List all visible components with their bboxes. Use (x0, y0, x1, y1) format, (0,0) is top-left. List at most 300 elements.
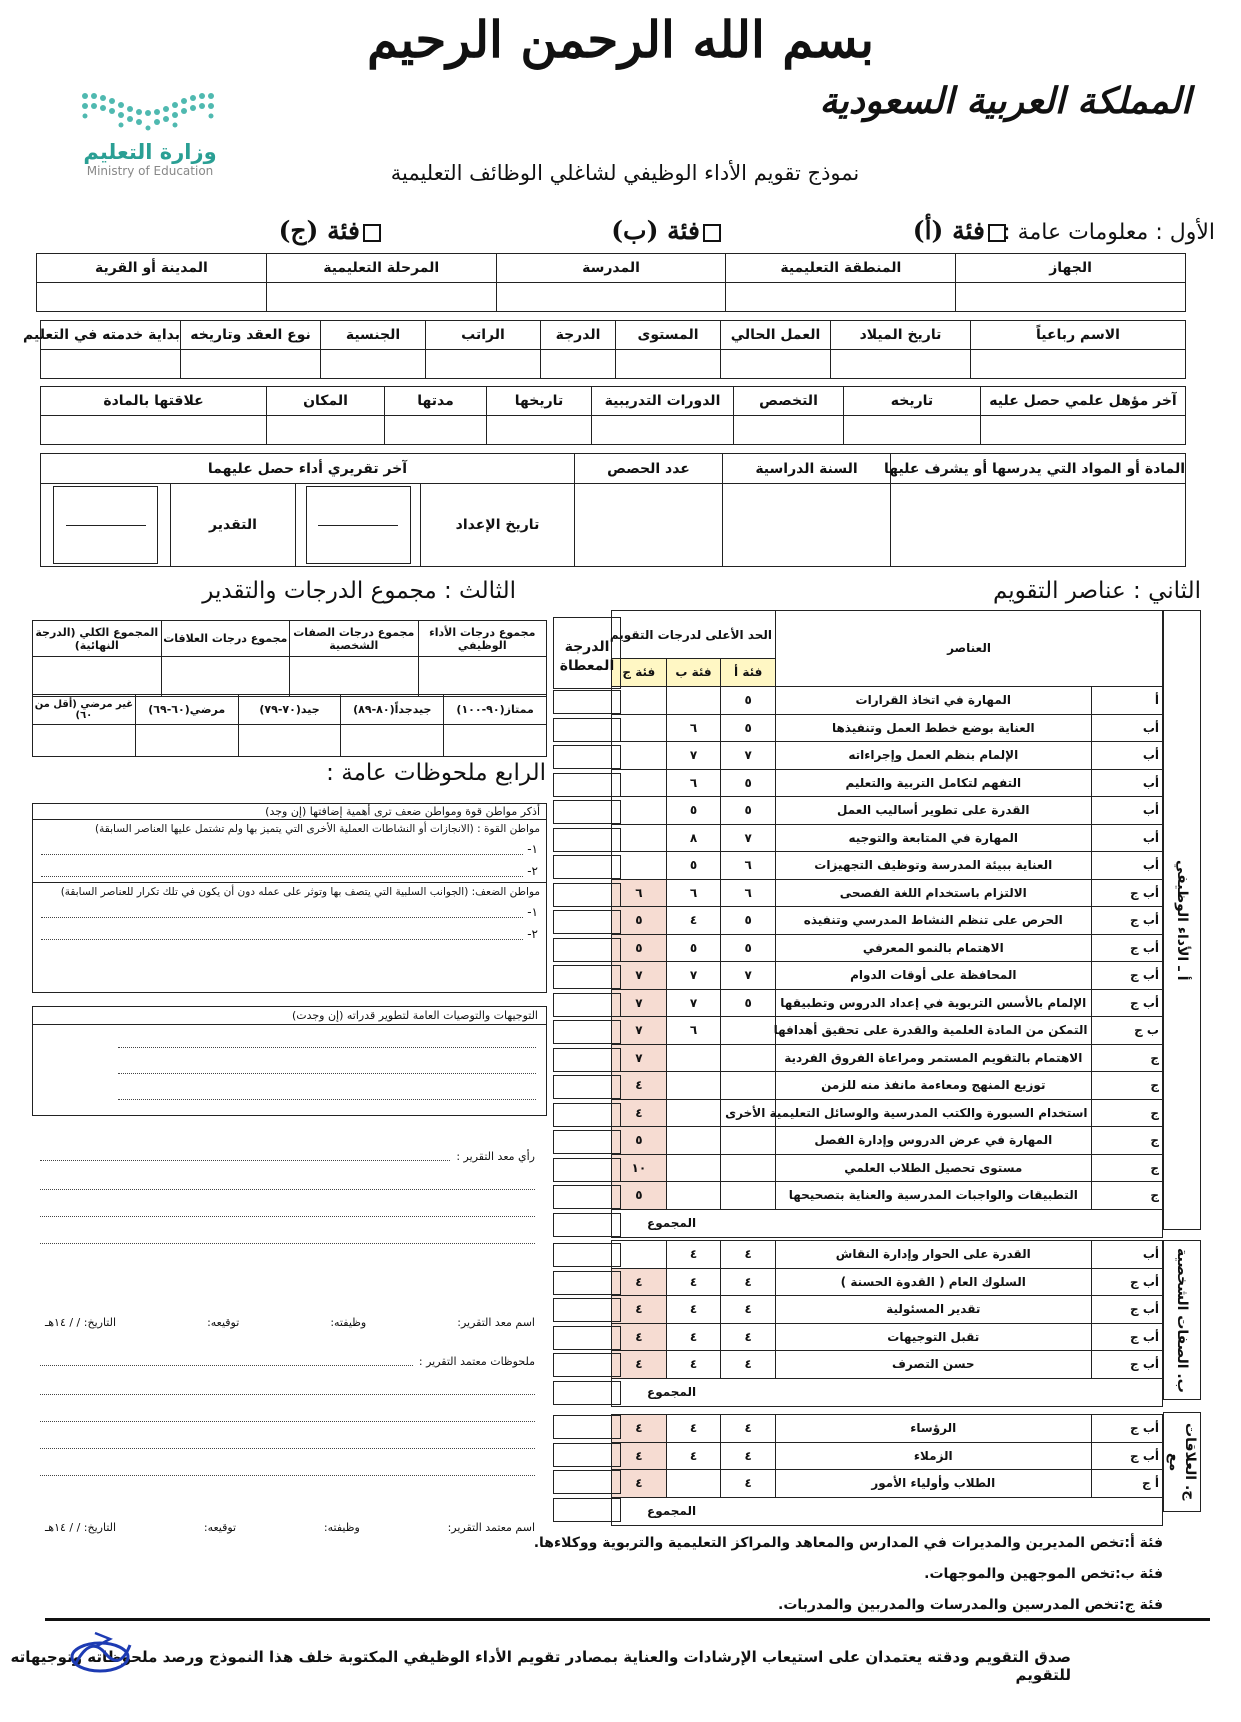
approver-line[interactable] (40, 1475, 535, 1476)
col-qual-date: تاريخه (844, 387, 981, 416)
field-place[interactable] (267, 416, 385, 445)
ministry-name-en: Ministry of Education (86, 164, 214, 178)
element-name: المهارة في المتابعة والتوجيه (776, 824, 1091, 852)
section3-label: الثالث : مجموع الدرجات والتقدير (202, 578, 516, 604)
element-b: ٧ (666, 989, 721, 1017)
element-name: القدرة على الحوار وإدارة النقاش (776, 1241, 1091, 1269)
col-name: الاسم رباعياً (971, 321, 1186, 350)
total-final-col: المجموع الكلي (الدرجة النهائية) (33, 621, 162, 657)
ministry-name-ar: وزارة التعليم (83, 140, 217, 164)
element-row (612, 1351, 1163, 1379)
col-service-start: بداية خدمته في التعليم (41, 321, 181, 350)
element-cat: أب ج (1091, 934, 1163, 962)
checkbox-icon (703, 224, 721, 242)
field-salary[interactable] (426, 350, 541, 379)
element-cat: أب ج (1091, 1442, 1163, 1470)
opinion-line[interactable] (40, 1160, 450, 1161)
approver-signature-row (45, 1521, 535, 1534)
element-c: ٥ (612, 907, 667, 935)
element-b (666, 1127, 721, 1155)
field-subjects[interactable] (891, 484, 1186, 567)
element-c: ٤ (612, 1442, 667, 1470)
given-grade-box[interactable] (553, 690, 621, 714)
element-cat: أب (1091, 769, 1163, 797)
element-a: ٤ (721, 1442, 776, 1470)
given-grade-box[interactable] (553, 1298, 621, 1322)
element-a: ٤ (721, 1323, 776, 1351)
given-grade-box[interactable] (553, 1381, 621, 1405)
col-region: المنطقة التعليمية (726, 254, 956, 283)
section4-label: الرابع ملحوظات عامة : (326, 760, 546, 786)
element-row (612, 1127, 1163, 1155)
field-grade[interactable] (541, 350, 616, 379)
approver-sign-label: توقيعه: (203, 1521, 237, 1534)
grade-unsatisfactory: غير مرضي (أقل من ٦٠) (33, 695, 136, 725)
element-a (721, 1017, 776, 1045)
element-a: ٥ (721, 769, 776, 797)
element-row (612, 769, 1163, 797)
given-grade-box[interactable] (553, 855, 621, 879)
col-contract: نوع العقد وتاريخه (181, 321, 321, 350)
header-cat-b: فئة ب (666, 659, 721, 687)
element-c: ٧ (612, 1044, 667, 1072)
element-b: ٧ (666, 962, 721, 990)
total-label: المجموع (612, 1210, 1163, 1238)
element-name: التفهم لتكامل التربية والتعليم (776, 769, 1091, 797)
field-service-start[interactable] (41, 350, 181, 379)
element-a: ٥ (721, 714, 776, 742)
total-label: المجموع (612, 1379, 1163, 1407)
approver-name-label: اسم معتمد التقرير: (447, 1521, 535, 1534)
weakness-line-2[interactable]: ٢- (33, 923, 546, 945)
element-cat: أب (1091, 1241, 1163, 1269)
element-name: مستوى تحصيل الطلاب العلمي (776, 1154, 1091, 1182)
category-b-option[interactable]: فئة (ب) (611, 216, 721, 245)
element-row (612, 824, 1163, 852)
element-cat: أب (1091, 797, 1163, 825)
element-row (612, 797, 1163, 825)
given-grade-box[interactable] (553, 910, 621, 934)
opinion-line[interactable] (40, 1216, 535, 1217)
element-c: ٧ (612, 962, 667, 990)
approver-date-label: التاريخ: / / ١٤هـ (45, 1521, 117, 1534)
element-b: ٤ (666, 907, 721, 935)
element-a: ٤ (721, 1241, 776, 1269)
col-last-reports: آخر تقريري أداء حصل عليهما (40, 454, 574, 484)
guidance-line[interactable] (118, 1047, 536, 1048)
element-c: ٤ (612, 1072, 667, 1100)
total-label: المجموع (612, 1498, 1163, 1526)
element-name: السلوك العام ( القدوة الحسنة ) (776, 1268, 1091, 1296)
given-grade-box[interactable] (553, 883, 621, 907)
relations-total (611, 1497, 1163, 1526)
field-total-relations[interactable] (161, 657, 290, 697)
element-a: ٤ (721, 1351, 776, 1379)
footer-note: صدق التقويم ودقته يعتمدان على استيعاب الإرشادات والعناية بمصادر تقويم الأداء الوظيفي المكتوبة خلف هذا النموذج ورصد ملحوظاته وتوجيهاته للتقويم (10, 1648, 1071, 1684)
approver-notes-label: ملحوظات معتمد التقرير : (418, 1355, 535, 1368)
given-grade-box[interactable] (553, 993, 621, 1017)
element-cat: ج (1091, 1182, 1163, 1210)
element-a (721, 1072, 776, 1100)
checkbox-icon (988, 224, 1006, 242)
element-b: ٧ (666, 742, 721, 770)
element-c: ٧ (612, 989, 667, 1017)
given-grade-box[interactable] (553, 1158, 621, 1182)
element-cat: ج (1091, 1099, 1163, 1127)
section2-label: الثاني : عناصر التقويم (992, 578, 1201, 604)
field-current-job[interactable] (721, 350, 831, 379)
element-name: التمكن من المادة العلمية والقدرة على تحقيق أهدافها (776, 1017, 1091, 1045)
mark-good[interactable] (238, 725, 341, 757)
col-city: المدينة أو القرية (37, 254, 267, 283)
approver-notes (40, 1355, 535, 1476)
element-name: العناية بوضع خطط العمل وتنفيذها (776, 714, 1091, 742)
field-total-performance[interactable] (418, 657, 547, 697)
element-name: الطلاب وأولياء الأمور (776, 1470, 1091, 1498)
element-a (721, 1154, 776, 1182)
field-birthdate[interactable] (831, 350, 971, 379)
field-total-personal[interactable] (290, 657, 419, 697)
report2-box[interactable] (40, 484, 170, 567)
col-level: المستوى (616, 321, 721, 350)
element-row (612, 1099, 1163, 1127)
field-nationality[interactable] (321, 350, 426, 379)
guidance-label: التوجيهات والتوصيات العامة لتطوير قدراته (إن وجدت) (33, 1007, 546, 1025)
given-grade-box[interactable] (553, 1075, 621, 1099)
element-b (666, 687, 721, 715)
element-c: ٥ (612, 1182, 667, 1210)
element-c: ١٠ (612, 1154, 667, 1182)
given-grade-box[interactable] (553, 1020, 621, 1044)
given-grade-box[interactable] (553, 718, 621, 742)
field-school[interactable] (496, 283, 726, 312)
element-row (612, 879, 1163, 907)
given-grade-header: الدرجة المعطاة (553, 617, 621, 689)
element-cat: أب ج (1091, 962, 1163, 990)
element-name: العناية ببيئة المدرسة وتوظيف التجهيزات (776, 852, 1091, 880)
preparer-job-label: وظيفته: (330, 1316, 367, 1329)
element-name: توزيع المنهج ومعاءمة مانفذ منه للزمن (776, 1072, 1091, 1100)
element-c: ٤ (612, 1323, 667, 1351)
field-city[interactable] (37, 283, 267, 312)
element-cat: ج (1091, 1154, 1163, 1182)
given-grade-box[interactable] (553, 1243, 621, 1267)
col-duration: مدتها (385, 387, 487, 416)
element-row (612, 852, 1163, 880)
mention-label: أذكر مواطن قوة ومواطن ضعف ترى أهمية إضافتها (إن وجد) (33, 804, 546, 820)
element-cat: أب (1091, 824, 1163, 852)
grade-good: جيد(٧٠-٧٩) (238, 695, 341, 725)
given-grade-box[interactable] (553, 1470, 621, 1494)
col-qualification: آخر مؤهل علمي حصل عليه (981, 387, 1186, 416)
field-total-final[interactable] (33, 657, 162, 697)
elements-header-cell: العناصر (776, 611, 1163, 687)
element-c: ٦ (612, 879, 667, 907)
given-grade-box[interactable] (553, 938, 621, 962)
element-a: ٥ (721, 907, 776, 935)
field-school-year[interactable] (723, 484, 891, 567)
category-c-option[interactable]: فئة (ج) (279, 216, 381, 245)
element-a: ٤ (721, 1470, 776, 1498)
approver-line[interactable] (40, 1448, 535, 1449)
total-performance-col: مجموع درجات الأداء الوظيفي (418, 621, 547, 657)
mark-excellent[interactable] (444, 725, 547, 757)
approver-job-label: وظيفته: (323, 1521, 360, 1534)
element-c: ٥ (612, 1127, 667, 1155)
given-grade-box[interactable] (553, 1048, 621, 1072)
section1-label: الأول : معلومات عامة : (1003, 220, 1215, 245)
given-grade-box[interactable] (553, 1326, 621, 1350)
field-periods[interactable] (575, 484, 723, 567)
element-cat: أب ج (1091, 907, 1163, 935)
given-grade-box[interactable] (553, 800, 621, 824)
element-row (612, 1241, 1163, 1269)
general-info-row1 (36, 253, 1186, 312)
col-salary: الراتب (426, 321, 541, 350)
guidance-line[interactable] (118, 1099, 536, 1100)
element-name: تقدير المسئولية (776, 1296, 1091, 1324)
element-row (612, 1044, 1163, 1072)
element-row (612, 1268, 1163, 1296)
totals-table (32, 620, 547, 697)
element-row (612, 934, 1163, 962)
field-stage[interactable] (266, 283, 496, 312)
element-a: ٧ (721, 962, 776, 990)
element-name: المحافظة على أوقات الدوام (776, 962, 1091, 990)
field-specialty[interactable] (734, 416, 844, 445)
element-b: ٤ (666, 1323, 721, 1351)
given-grade-box[interactable] (553, 1103, 621, 1127)
preparer-signature-row (45, 1316, 535, 1329)
ministry-logo (60, 88, 240, 178)
checkbox-icon (363, 224, 381, 242)
element-cat: أب ج (1091, 1296, 1163, 1324)
field-name[interactable] (971, 350, 1186, 379)
category-a-option[interactable]: فئة (أ) (913, 216, 1006, 245)
element-cat: أب ج (1091, 989, 1163, 1017)
element-a: ٦ (721, 852, 776, 880)
element-cat: أ (1091, 687, 1163, 715)
field-duration[interactable] (385, 416, 487, 445)
element-b: ٦ (666, 879, 721, 907)
mark-satisfactory[interactable] (135, 725, 238, 757)
element-b: ٤ (666, 1415, 721, 1443)
given-grade-box[interactable] (553, 828, 621, 852)
element-c: ٤ (612, 1099, 667, 1127)
element-row (612, 1154, 1163, 1182)
col-nationality: الجنسية (321, 321, 426, 350)
element-b: ٤ (666, 1351, 721, 1379)
given-grade-box[interactable] (553, 1271, 621, 1295)
performance-total (611, 1209, 1163, 1238)
col-birthdate: تاريخ الميلاد (831, 321, 971, 350)
element-a (721, 1127, 776, 1155)
approver-line[interactable] (40, 1421, 535, 1422)
field-level[interactable] (616, 350, 721, 379)
element-name: الزملاء (776, 1442, 1091, 1470)
element-row (612, 1323, 1163, 1351)
approver-line[interactable] (40, 1365, 413, 1366)
report1-box[interactable] (296, 484, 421, 567)
given-grade-box[interactable] (553, 1130, 621, 1154)
element-cat: أب (1091, 714, 1163, 742)
field-relevance[interactable] (41, 416, 267, 445)
element-b: ٦ (666, 1017, 721, 1045)
element-a: ٥ (721, 797, 776, 825)
general-info-row2 (23, 320, 1186, 379)
element-cat: ج (1091, 1127, 1163, 1155)
element-row (612, 989, 1163, 1017)
field-region[interactable] (726, 283, 956, 312)
element-cat: أب (1091, 852, 1163, 880)
element-c: ٥ (612, 934, 667, 962)
preparer-date-label: التاريخ: / / ١٤هـ (45, 1316, 117, 1329)
guidance-box (32, 1006, 547, 1116)
given-grade-box[interactable] (553, 745, 621, 769)
element-row (612, 1296, 1163, 1324)
element-b: ٤ (666, 1442, 721, 1470)
basmala: بسم الله الرحمن الرحيم (366, 10, 875, 69)
total-personal-col: مجموع درجات الصفات الشخصية (290, 621, 419, 657)
col-periods: عدد الحصص (575, 454, 723, 484)
col-relevance: علاقتها بالمادة (41, 387, 267, 416)
grade-satisfactory: مرضي(٦٠-٦٩) (135, 695, 238, 725)
weakness-line-1[interactable]: ١- (33, 901, 546, 923)
element-row (612, 1470, 1163, 1498)
performance-table (611, 686, 1163, 1210)
strength-line-2[interactable]: ٢- (33, 860, 546, 883)
given-grade-box[interactable] (553, 1185, 621, 1209)
element-c: ٤ (612, 1268, 667, 1296)
strengths-weaknesses-box (32, 803, 547, 993)
element-name: المهارة في عرض الدروس وإدارة الفصل (776, 1127, 1091, 1155)
col-grade: الدرجة (541, 321, 616, 350)
element-name: الاهتمام بالتقويم المستمر ومراعاة الفروق الفردية (776, 1044, 1091, 1072)
col-courses: الدورات التدريبية (592, 387, 734, 416)
element-a: ٧ (721, 742, 776, 770)
given-grade-box[interactable] (553, 1353, 621, 1377)
col-subjects: المادة أو المواد التي يدرسها أو يشرف عليها (891, 454, 1186, 484)
col-place: المكان (267, 387, 385, 416)
element-row (612, 1415, 1163, 1443)
prep-date-label: تاريخ الإعداد (421, 484, 575, 567)
element-a (721, 1182, 776, 1210)
category-legend (163, 1535, 1163, 1628)
max-grades-header: الحد الأعلى لدرجات التقويم (612, 611, 776, 659)
element-b (666, 1044, 721, 1072)
given-grade-box[interactable] (553, 1213, 621, 1237)
element-b: ٨ (666, 824, 721, 852)
element-cat: أب ج (1091, 879, 1163, 907)
side-label-personal: ب. الصفات الشخصية (1163, 1240, 1201, 1400)
field-courses[interactable] (592, 416, 734, 445)
element-a: ٥ (721, 934, 776, 962)
preparer-name-label: اسم معد التقرير: (457, 1316, 535, 1329)
col-course-date: تاريخها (487, 387, 592, 416)
element-a: ٤ (721, 1415, 776, 1443)
element-name: المهارة في اتخاذ القرارات (776, 687, 1091, 715)
element-name: الالتزام باستخدام اللغة الفصحى (776, 879, 1091, 907)
field-qual-date[interactable] (844, 416, 981, 445)
approver-line[interactable] (40, 1394, 535, 1395)
element-cat: أب ج (1091, 1268, 1163, 1296)
signature-scribble-icon (65, 1625, 135, 1680)
element-a: ٤ (721, 1296, 776, 1324)
element-b (666, 1154, 721, 1182)
kingdom-calligraphy: المملكة العربية السعودية (819, 80, 1191, 122)
element-name: الإلمام بنظم العمل وإجراءاته (776, 742, 1091, 770)
element-b: ٥ (666, 934, 721, 962)
given-grade-box[interactable] (553, 1415, 621, 1439)
element-b (666, 1182, 721, 1210)
col-specialty: التخصص (734, 387, 844, 416)
element-cat: أب ج (1091, 1323, 1163, 1351)
divider (45, 1618, 1210, 1621)
mark-very-good[interactable] (341, 725, 444, 757)
field-agency[interactable] (956, 283, 1186, 312)
total-relations-col: مجموع درجات العلاقات (161, 621, 290, 657)
side-label-relations: ج. العلاقات مع (1163, 1412, 1201, 1512)
opinion-line[interactable] (40, 1189, 535, 1190)
col-school-year: السنة الدراسية (723, 454, 891, 484)
element-b: ٦ (666, 714, 721, 742)
element-row (612, 1072, 1163, 1100)
logo-dots-icon (75, 88, 225, 134)
mark-unsatisfactory[interactable] (33, 725, 136, 757)
element-a: ٤ (721, 1268, 776, 1296)
element-c: ٤ (612, 1415, 667, 1443)
element-a: ٦ (721, 879, 776, 907)
side-label-performance: أ ـ الأداء الوظيفي (1163, 610, 1201, 1230)
element-name: الاهتمام بالنمو المعرفي (776, 934, 1091, 962)
given-grade-box[interactable] (553, 773, 621, 797)
given-grade-box[interactable] (553, 1443, 621, 1467)
header-cat-a: فئة أ (721, 659, 776, 687)
element-name: تقبل التوجيهات (776, 1323, 1091, 1351)
element-a: ٧ (721, 824, 776, 852)
opinion-line[interactable] (40, 1243, 535, 1244)
field-course-date[interactable] (487, 416, 592, 445)
element-b (666, 1072, 721, 1100)
element-cat: أ ج (1091, 1470, 1163, 1498)
guidance-line[interactable] (118, 1073, 536, 1074)
col-current-job: العمل الحالي (721, 321, 831, 350)
field-qualification[interactable] (981, 416, 1186, 445)
col-stage: المرحلة التعليمية (266, 254, 496, 283)
element-c: ٤ (612, 1296, 667, 1324)
given-grade-box[interactable] (553, 965, 621, 989)
legend-a: فئة أ:تخص المديرين والمديرات في المدارس والمعاهد والمراكز التعليمية والتربوية ووكلاءها. (533, 1535, 1163, 1551)
element-row (612, 714, 1163, 742)
preparer-opinion (40, 1150, 535, 1244)
preparer-opinion-label: رأي معد التقرير : (456, 1150, 535, 1163)
element-b: ٦ (666, 769, 721, 797)
strength-line-1[interactable]: ١- (33, 838, 546, 860)
personal-total (611, 1378, 1163, 1407)
element-name: الرؤساء (776, 1415, 1091, 1443)
element-c: ٤ (612, 1470, 667, 1498)
legend-c: فئة ج:تخص المدرسين والمدرسات والمدربين والمدربات. (778, 1597, 1163, 1613)
element-row (612, 687, 1163, 715)
given-grade-box[interactable] (553, 1498, 621, 1522)
element-row (612, 1442, 1163, 1470)
element-b: ٥ (666, 852, 721, 880)
form-title: نموذج تقويم الأداء الوظيفي لشاغلي الوظائف التعليمية (390, 161, 860, 185)
strengths-label: مواطن القوة : (الانجازات أو النشاطات العملية الأخرى التي يتميز بها ولم تشتمل عليها العناصر السابقة) (95, 823, 540, 835)
relations-table (611, 1414, 1163, 1498)
grade-very-good: جيدجداً(٨٠-٨٩) (341, 695, 444, 725)
field-contract[interactable] (181, 350, 321, 379)
